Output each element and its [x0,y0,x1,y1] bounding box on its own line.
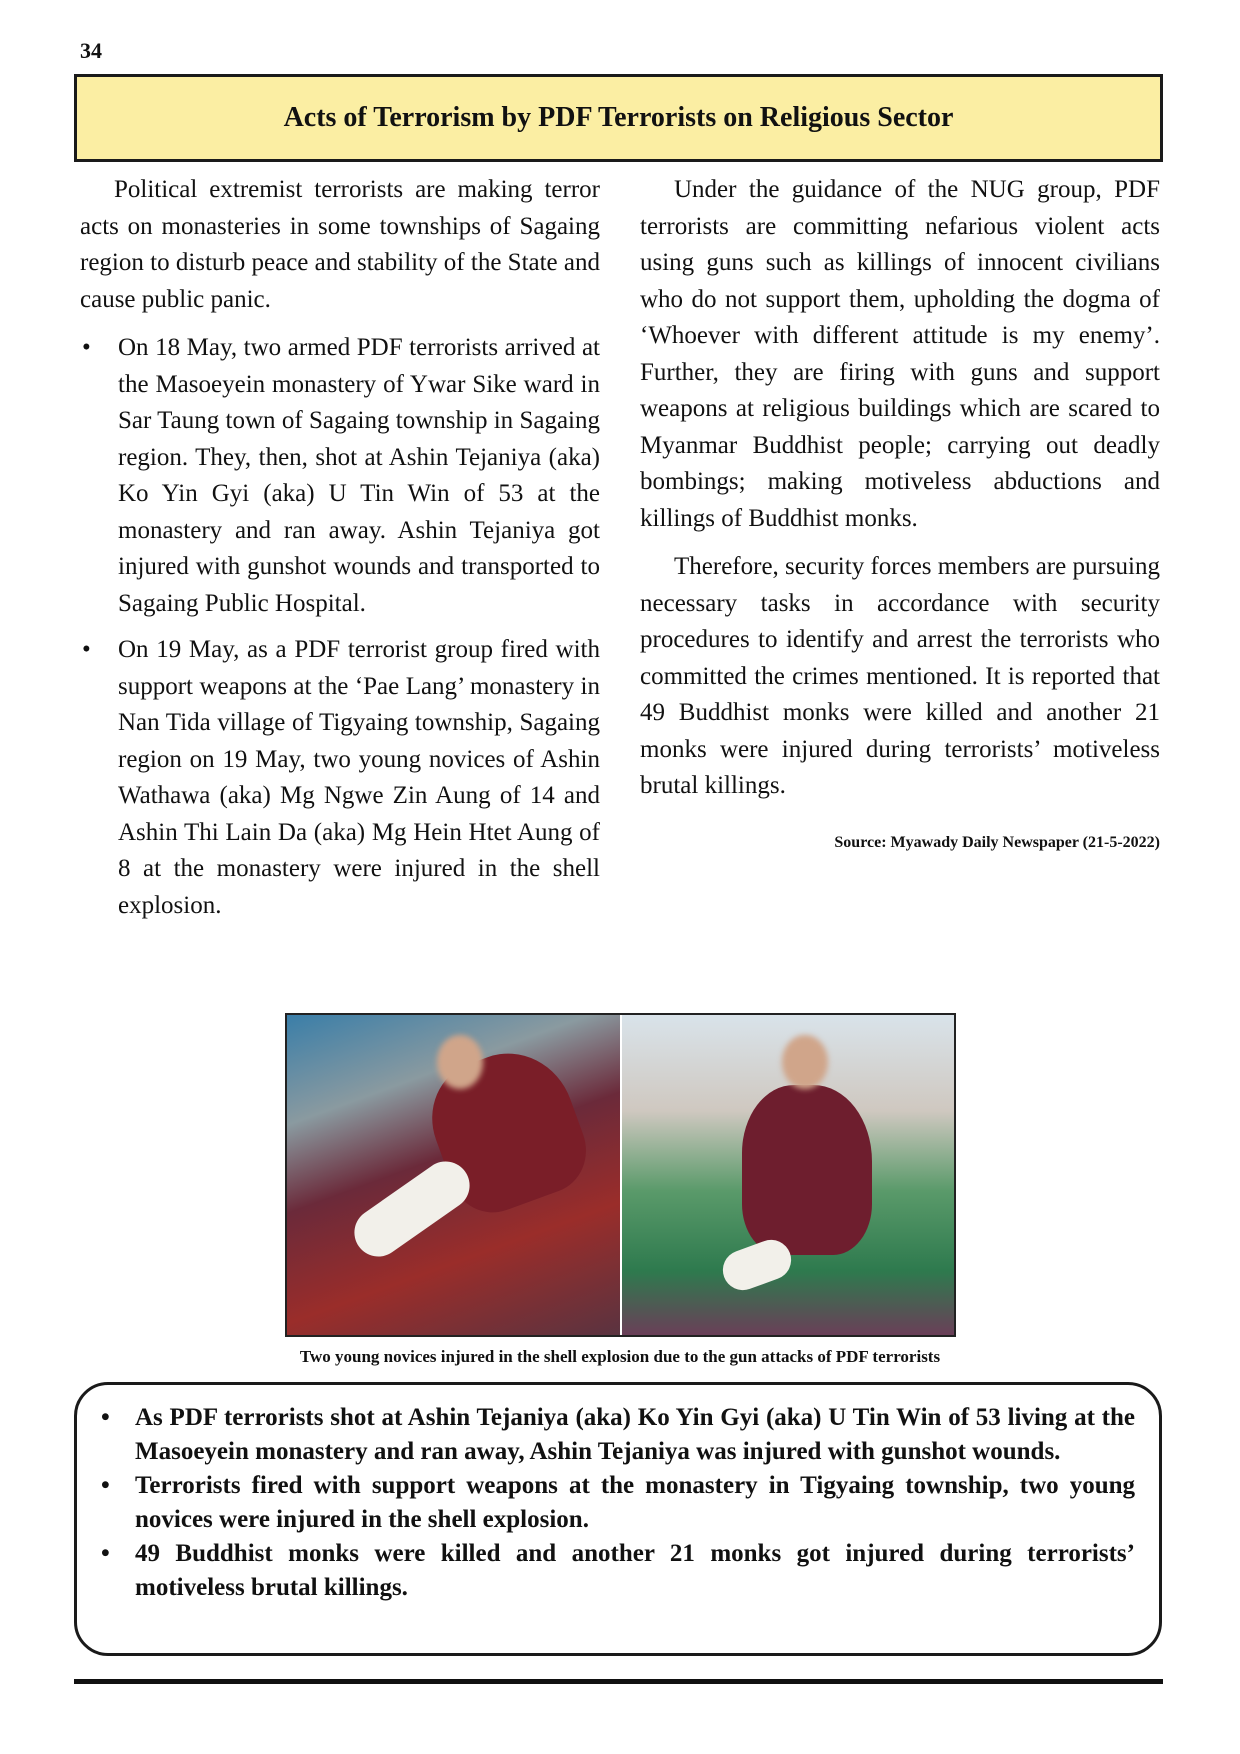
photo-injured-novice-right [620,1015,955,1335]
bandage-shape [345,1152,479,1266]
page-title: Acts of Terrorism by PDF Terrorists on Religious Sector [283,102,954,133]
photo-caption: Two young novices injured in the shell explosion due to the gun attacks of PDF terrorists [299,1347,941,1366]
blurred-face [437,1035,483,1089]
body-paragraph: Therefore, security forces members are pursuing necessary tasks in accordance with security procedures to identify and arrest the terrorists who committed the crimes mentioned. It is reported that 49 Buddhist monks were killed and another 21 monks were injured during terrorists’ motiveless brutal killings. [640,553,1160,799]
summary-item: • 49 Buddhist monks were killed and another 21 monks got injured during terrorists’ motiveless brutal killings. [91,1537,1135,1605]
robe-shape [742,1085,872,1255]
source-credit: Source: Myawady Daily Newspaper (21-5-2022) [834,833,1160,851]
blurred-face [782,1035,828,1089]
intro-paragraph: Political extremist terrorists are making terror acts on monasteries in some townships of Sagaing region to disturb peace and stability of the State and cause public panic. [80,176,600,313]
photo-injured-novice-left [287,1015,620,1335]
title-banner [74,74,1163,162]
incident-item-18-may: • On 18 May, two armed PDF terrorists arrived at the Masoeyein monastery of Ywar Sike ward in Sar Taung town of Sagaing township in Sagaing region. They, then, shot at Ashin Tejaniya (aka) Ko Yin Gyi (aka) U Tin Win of 53 at the monastery and ran away. Ashin Tejaniya got injured with gunshot wounds and transported to Sagaing Public Hospital. [80,330,600,622]
incident-list [80,330,600,924]
summary-list [91,1401,1135,1605]
summary-box [74,1382,1162,1656]
left-column [80,172,600,934]
incident-item-19-may: • On 19 May, as a PDF terrorist group fired with support weapons at the ‘Pae Lang’ monastery in Nan Tida village of Tigyaing township, Sagaing region on 19 May, two young novices of Ashin Wathawa (aka) Mg Ngwe Zin Aung of 14 and Ashin Thi Lain Da (aka) Mg Hein Htet Aung of 8 at the monastery were injured in the shell explosion. [80,632,600,924]
page-number: 34 [80,38,102,63]
summary-item: • As PDF terrorists shot at Ashin Tejaniya (aka) Ko Yin Gyi (aka) U Tin Win of 53 living at the Masoeyein monastery and ran away, Ashin Tejaniya was injured with gunshot wounds. [91,1401,1135,1469]
body-paragraph: Under the guidance of the NUG group, PDF terrorists are committing nefarious violent acts using guns such as killings of innocent civilians who do not support them, upholding the dogma of ‘Whoever with different attitude is my enemy’. Further, they are firing with guns and support weapons at religious buildings which are scared to Myanmar Buddhist people; carrying out deadly bombings; making motiveless abductions and killings of Buddhist monks. [640,176,1160,532]
news-photo [285,1013,956,1337]
summary-item: • Terrorists fired with support weapons at the monastery in Tigyaing township, two young novices were injured in the shell explosion. [91,1469,1135,1537]
bottom-rule [74,1679,1163,1684]
right-column [640,172,1160,861]
